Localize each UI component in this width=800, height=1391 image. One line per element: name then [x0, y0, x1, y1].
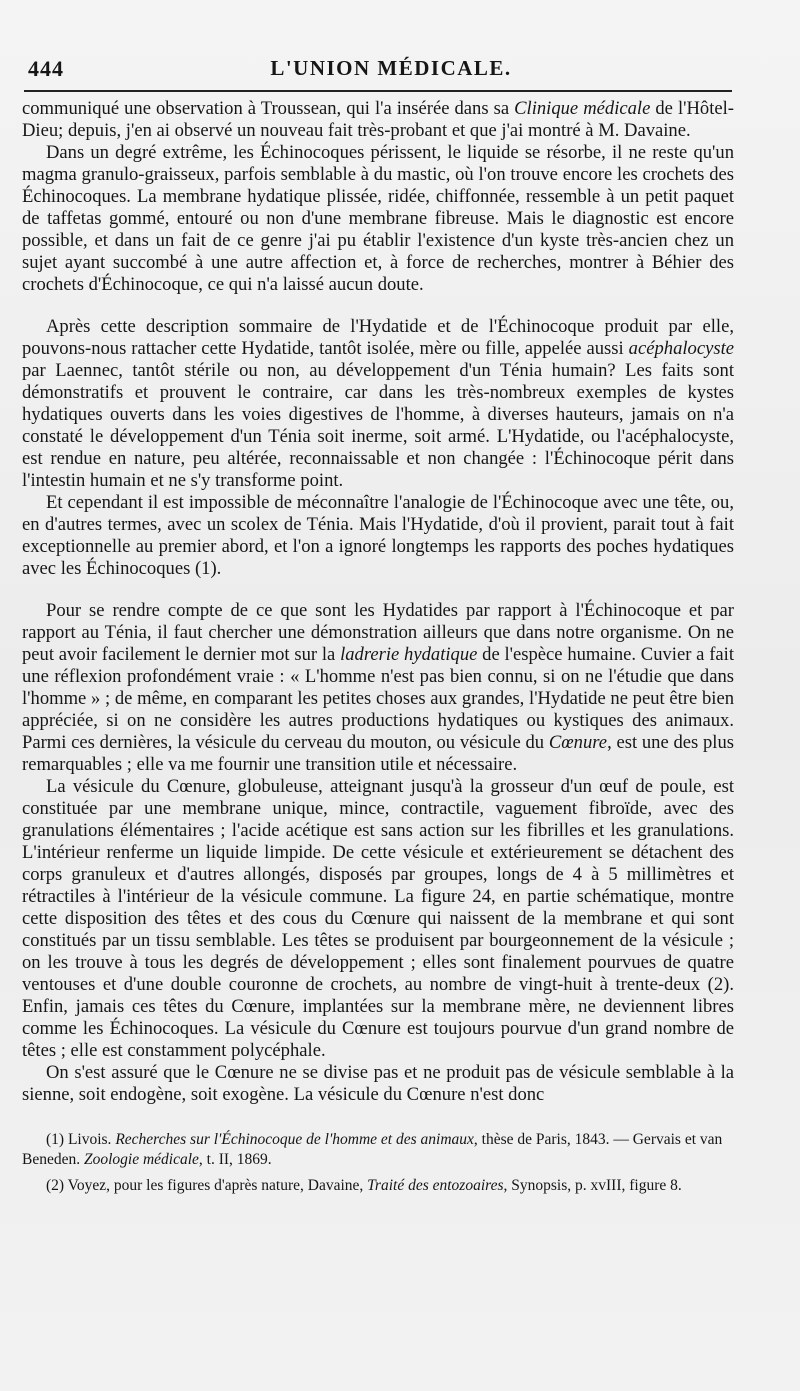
text-run: communiqué une observation à Troussean, qui l'a insérée dans sa	[22, 98, 515, 119]
text-run: , Synopsis, p. xvIII, figure 8.	[503, 1177, 682, 1194]
text-run: , thèse de Paris, 1843. — Gervais et van Beneden.	[22, 1131, 723, 1168]
paragraph	[22, 600, 734, 776]
paragraph	[22, 492, 734, 580]
text-run: La vésicule du Cœnure, globuleuse, atteignant jusqu'à la grosseur d'un œuf de poule, est constituée par une membrane unique, mince, contractile, vaguement fibroïde, avec des granulations élémentaires ; l'acide acétique est sans action sur les fibrilles et les granulations. L'intérieur renferme un liquide limpide. De cette vésicule et extérieurement se détachent des corps granuleux et d'autres allongés, disposés par groupes, longs de 4 à 5 millimètres et rétractiles à l'intérieur de la vésicule commune. La figure 24, en partie schématique, montre cette disposition des têtes et des cous du Cœnure qui naissent de la membrane et qui sont constitués par un tissu semblable. Les têtes se produisent par bourgeonnement de la vésicule ; on les trouve à tous les degrés de développement ; elles sont finalement pourvues de quatre ventouses et d'une double couronne de crochets, au nombre de vingt-huit à trente-deux (2). Enfin, jamais ces têtes du Cœnure, implantées sur la membrane mère, ne deviennent libres comme les Échinocoques. La vésicule du Cœnure est toujours pourvue d'un grand nombre de têtes ; elle est constamment polycéphale.	[22, 776, 734, 1061]
text-run: , t. II, 1869.	[198, 1151, 272, 1168]
paragraph	[22, 142, 734, 296]
text-run: de l'espèce humaine. Cuvier a fait une réflexion profondément vraie : « L'homme n'est pas bien connu, si on ne l'étudie que dans l'homme » ; de même, en comparant les petites choses aux grandes, l'Hydatide ne peut être bien appréciée, si on ne considère les autres productions hydatiques ou kystiques des animaux. Parmi ces dernières, la vésicule du cerveau du mouton, ou vésicule du	[22, 644, 734, 753]
header-rule	[24, 90, 732, 92]
running-title: L'UNION MÉDICALE.	[270, 56, 512, 80]
text-run: Et cependant il est impossible de méconnaître l'analogie de l'Échinocoque avec une tête, ou, en d'autres termes, avec un scolex de Ténia. Mais l'Hydatide, d'où il provient, parait tout à fait exceptionnelle au premier abord, et l'on a ignoré longtemps les rapports des poches hydatiques avec les Échinocoques (1).	[22, 492, 734, 579]
footnotes	[22, 1130, 734, 1196]
italic-text: Recherches sur l'Échinocoque de l'homme et des animaux	[115, 1131, 474, 1148]
footnote	[22, 1176, 734, 1196]
text-run: On s'est assuré que le Cœnure ne se divise pas et ne produit pas de vésicule semblable à la sienne, soit endogène, soit exogène. La vésicule du Cœnure n'est donc	[22, 1062, 734, 1105]
text-run: (2) Voyez, pour les figures d'après nature, Davaine,	[46, 1177, 368, 1194]
text-run: par Laennec, tantôt stérile ou non, au développement d'un Ténia humain? Les faits sont démonstratifs et prouvent le contraire, car dans les très-nombreux exemples de kystes hydatiques ouverts dans les voies digestives de l'homme, à diverses hauteurs, jamais on n'a constaté le développement d'un Ténia soit inerme, soit armé. L'Hydatide, ou l'acéphalocyste, est rendue en nature, peu altérée, reconnaissable et non changée : l'Échinocoque périt dans l'intestin humain et ne s'y transforme point.	[22, 360, 734, 491]
italic-text: Cœnure	[548, 732, 608, 753]
italic-text: acéphalocyste	[628, 338, 734, 359]
italic-text: Traité des entozoaires	[367, 1177, 504, 1194]
text-run: (1) Livois.	[46, 1131, 116, 1148]
italic-text: Clinique médicale	[514, 98, 651, 119]
italic-text: ladrerie hydatique	[340, 644, 478, 665]
italic-text: Zoologie médicale	[83, 1151, 199, 1168]
paragraph	[22, 316, 734, 492]
body-text	[22, 98, 734, 1106]
page-header	[22, 52, 760, 90]
text-run: Après cette description sommaire de l'Hydatide et de l'Échinocoque produit par elle, pouvons-nous rattacher cette Hydatide, tantôt isolée, mère ou fille, appelée aussi	[22, 316, 734, 359]
paragraph	[22, 1062, 734, 1106]
text-run: Pour se rendre compte de ce que sont les Hydatides par rapport à l'Échinocoque et par rapport au Ténia, il faut chercher une démonstration ailleurs que dans notre organisme. On ne peut avoir facilement le dernier mot sur la	[22, 600, 734, 665]
text-run: , est une des plus remarquables ; elle va me fournir une transition utile et nécessaire.	[22, 732, 734, 775]
text-run: de l'Hôtel-Dieu; depuis, j'en ai observé un nouveau fait très-probant et que j'ai montré à M. Davaine.	[22, 98, 734, 141]
footnote	[22, 1130, 734, 1170]
text-run: Dans un degré extrême, les Échinocoques périssent, le liquide se résorbe, il ne reste qu'un magma granulo-graisseux, parfois semblable à du mastic, où l'on trouve encore les crochets des Échinocoques. La membrane hydatique plissée, ridée, chiffonnée, ressemble à un petit paquet de taffetas gommé, entouré ou non d'une membrane fibreuse. Mais le diagnostic est encore possible, et dans un fait de ce genre j'ai pu établir l'existence d'un kyste très-ancien chez un sujet ayant succombé à une autre affection et, à force de recherches, montrer à Béhier des crochets d'Échinocoque, ce qui n'a laissé aucun doute.	[22, 142, 734, 295]
page-number: 444	[28, 56, 64, 81]
paragraph	[22, 776, 734, 1062]
paragraph	[22, 98, 734, 142]
